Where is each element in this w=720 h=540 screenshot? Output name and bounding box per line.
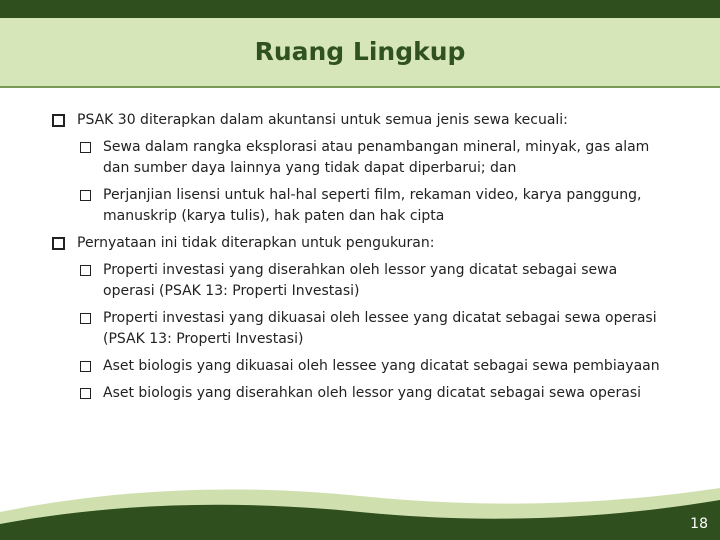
small-square-icon — [80, 361, 91, 372]
small-square-icon — [80, 388, 91, 399]
sub-bullet-item — [52, 356, 673, 377]
sub-bullet-item — [52, 308, 673, 350]
hollow-square-icon — [52, 114, 65, 127]
sub-bullet-text: Properti investasi yang diserahkan oleh lessor yang dicatat sebagai sewa operasi (PSAK 13: Properti Investasi) — [103, 262, 618, 299]
small-square-icon — [80, 142, 91, 153]
small-square-icon — [80, 265, 91, 276]
sub-bullet-item — [52, 260, 673, 302]
sub-bullet-item — [52, 137, 673, 179]
sub-bullet-text: Perjanjian lisensi untuk hal-hal seperti film, rekaman video, karya panggung, manuskrip (karya tulis), hak paten dan hak cipta — [103, 187, 642, 224]
page-number: 18 — [690, 516, 708, 532]
small-square-icon — [80, 313, 91, 324]
top-accent-bar — [0, 0, 720, 18]
bullet-item — [52, 110, 682, 131]
sub-bullet-item — [52, 383, 673, 404]
bullet-item — [52, 233, 682, 254]
slide-title: Ruang Lingkup — [254, 37, 466, 66]
sub-bullet-item — [52, 185, 673, 227]
slide-content — [52, 110, 682, 410]
small-square-icon — [80, 190, 91, 201]
sub-bullet-text: Aset biologis yang diserahkan oleh lessor yang dicatat sebagai sewa operasi — [103, 385, 642, 401]
bullet-text: PSAK 30 diterapkan dalam akuntansi untuk semua jenis sewa kecuali: — [77, 112, 568, 128]
title-band — [0, 18, 720, 88]
sub-bullet-text: Aset biologis yang dikuasai oleh lessee yang dicatat sebagai sewa pembiayaan — [103, 358, 660, 374]
sub-bullet-text: Sewa dalam rangka eksplorasi atau penambangan mineral, minyak, gas alam dan sumber daya lainnya yang tidak dapat diperbarui; dan — [103, 139, 650, 176]
bullet-text: Pernyataan ini tidak diterapkan untuk pengukuran: — [77, 235, 435, 251]
hollow-square-icon — [52, 237, 65, 250]
bottom-decoration — [0, 480, 720, 540]
sub-bullet-text: Properti investasi yang dikuasai oleh lessee yang dicatat sebagai sewa operasi (PSAK 13: Properti Investasi) — [103, 310, 657, 347]
